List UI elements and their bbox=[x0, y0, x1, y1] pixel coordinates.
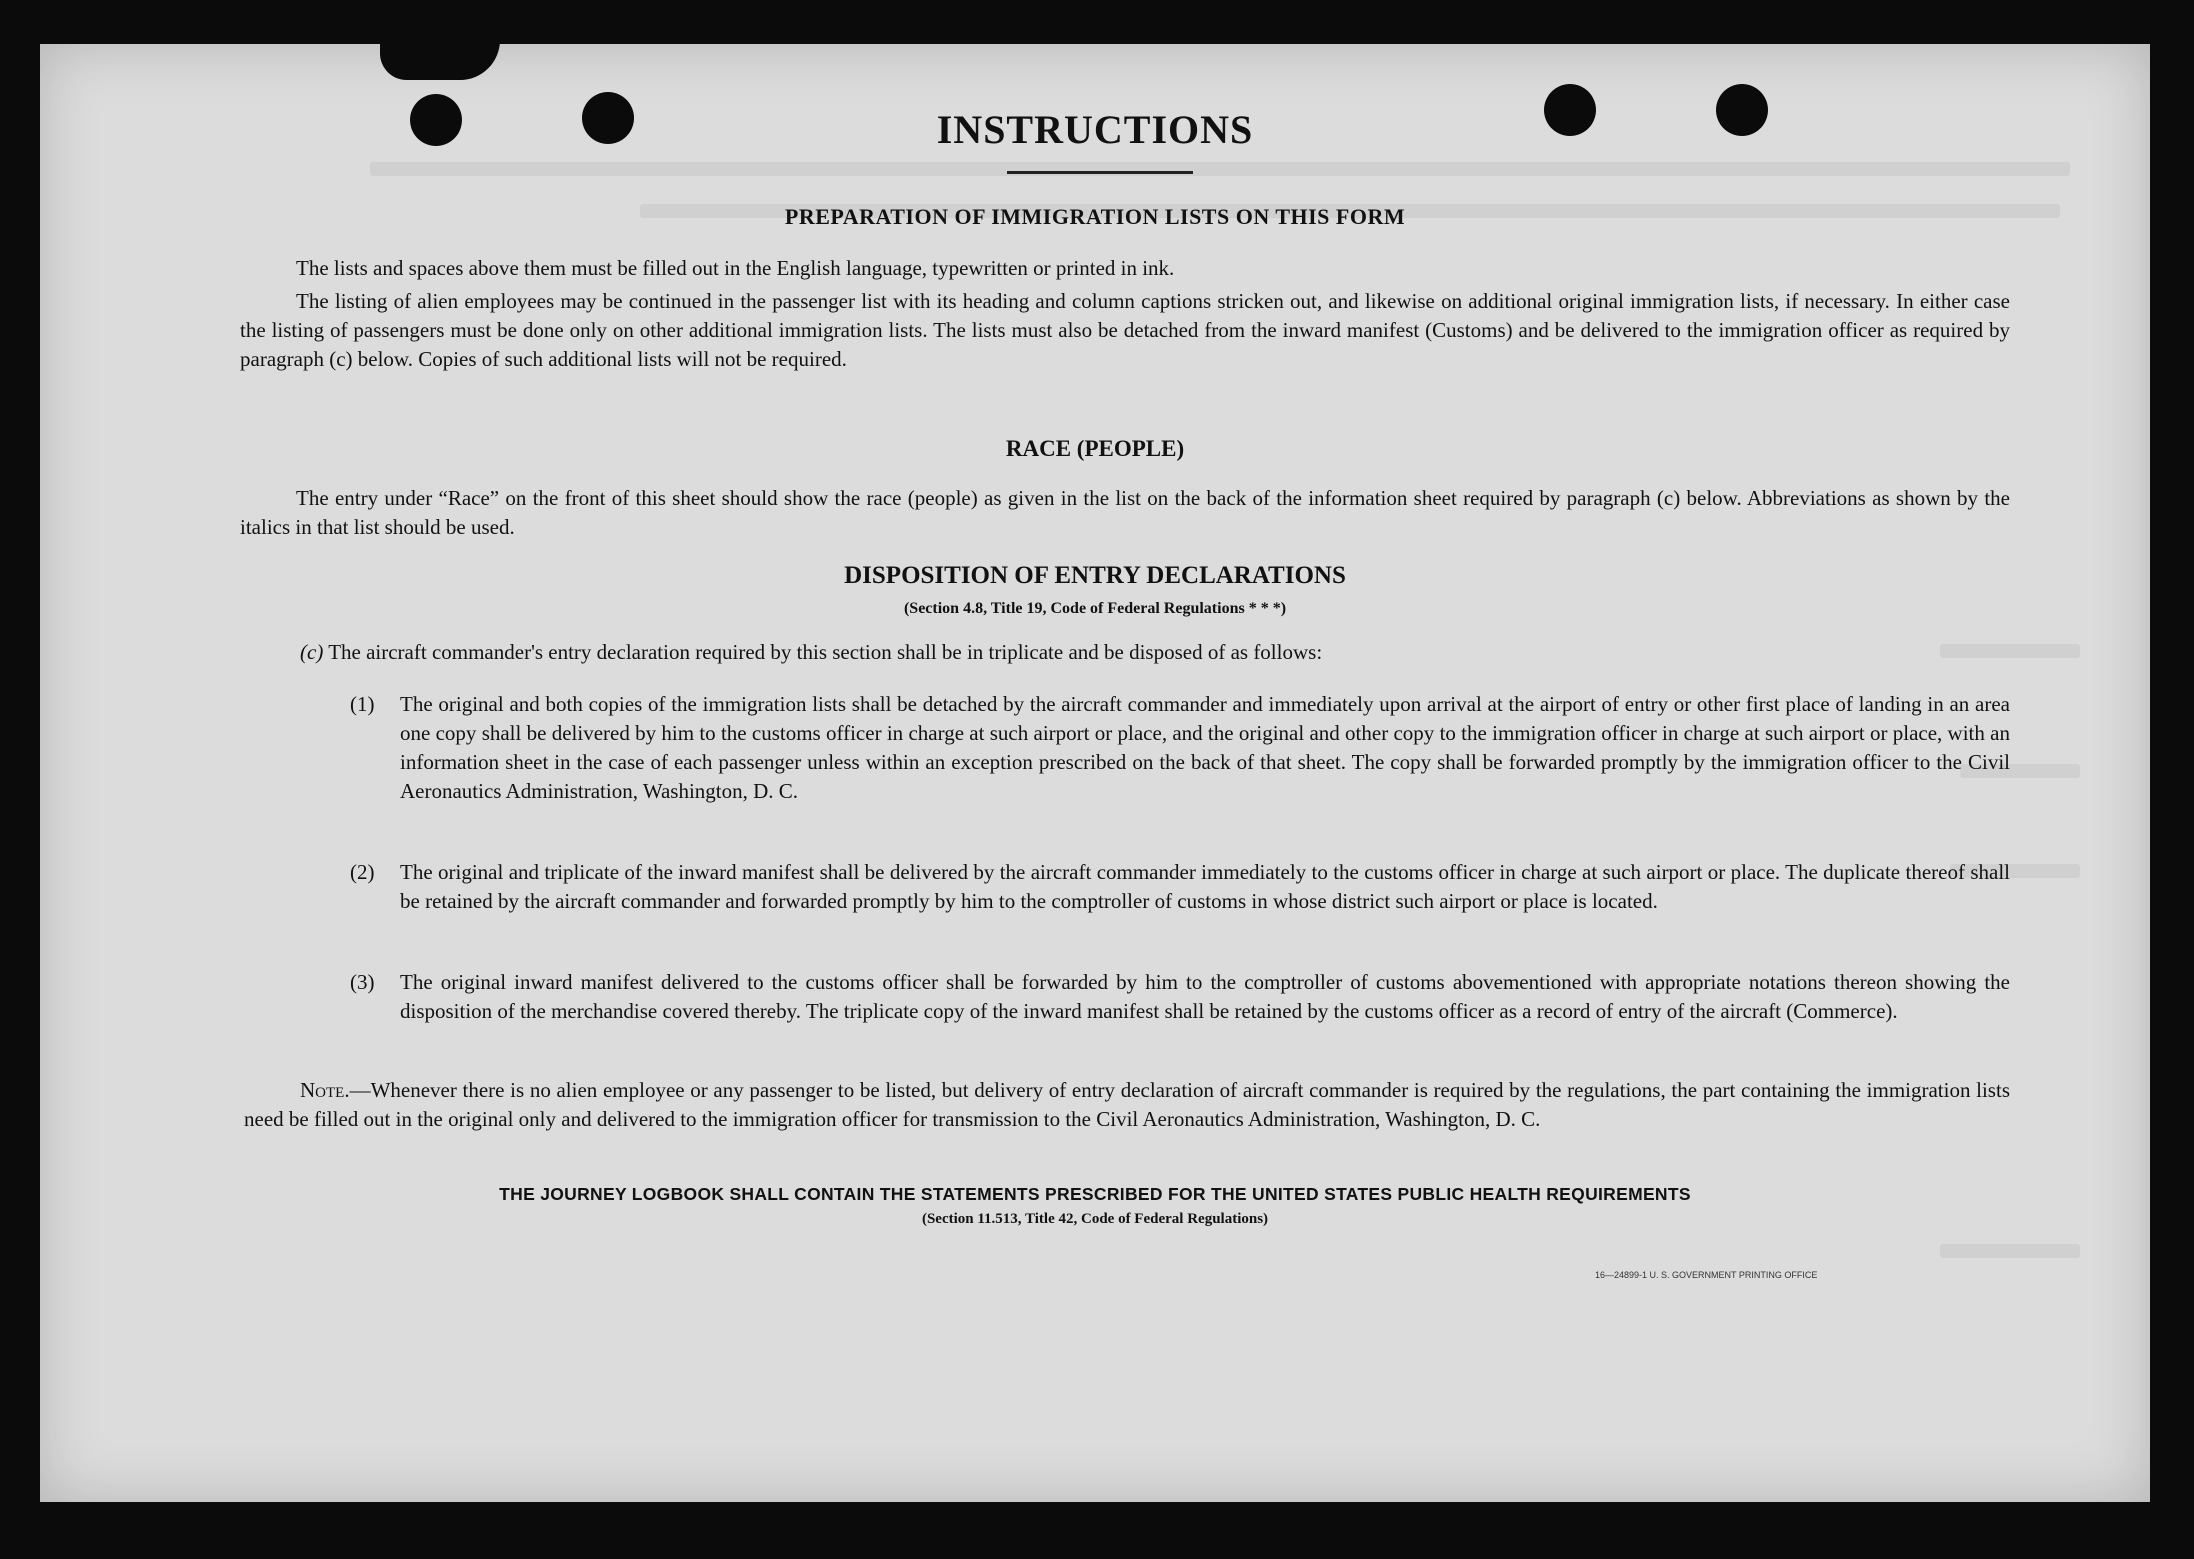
note-text: —Whenever there is no alien employee or any passenger to be listed, but delivery of entry declaration of aircraft commander is required by the regulations, the part containing the immigration lists need be filled out in the original only and delivered to the immigration officer for transmission to the Civil Aeronautics Administration, Washington, D. C. bbox=[244, 1078, 2010, 1131]
note-paragraph bbox=[244, 1076, 2010, 1134]
list-item-number: (3) bbox=[350, 970, 375, 994]
paragraph-alien-employees: The listing of alien employees may be continued in the passenger list with its heading and column captions stricken out, and likewise on additional original immigration lists, if necessary. In either case the listing of passengers must be done only on other additional immigration lists. The lists must also be detached from the inward manifest (Customs) and be delivered to the immigration officer as required by paragraph (c) below. Copies of such additional lists will not be required. bbox=[240, 289, 2010, 371]
title-rule bbox=[1007, 171, 1193, 174]
list-item-number: (2) bbox=[350, 860, 375, 884]
paper-tear bbox=[380, 40, 500, 80]
footer-health-requirements: THE JOURNEY LOGBOOK SHALL CONTAIN THE STATEMENTS PRESCRIBED FOR THE UNITED STATES PUBLIC HEALTH REQUIREMENTS bbox=[499, 1184, 1691, 1204]
page-title: INSTRUCTIONS bbox=[936, 107, 1254, 152]
section-heading-race: RACE (PEOPLE) bbox=[1005, 436, 1185, 461]
paragraph-race: The entry under “Race” on the front of this sheet should show the race (people) as given in the list on the back of the information sheet required by paragraph (c) below. Abbreviations as shown by the italics in that list should be used. bbox=[240, 486, 2010, 539]
intro-text: The aircraft commander's entry declaration required by this section shall be in triplicate and be disposed of as follows: bbox=[328, 640, 1323, 664]
list-item-text: The original and triplicate of the inward manifest shall be delivered by the aircraft commander immediately to the customs officer in charge at such airport or place. The duplicate thereof shall be retained by the aircraft commander and forwarded promptly by him to the comptroller of customs in whose district such airport or place is located. bbox=[400, 860, 2010, 913]
list-item bbox=[350, 968, 2010, 1026]
list-item-text: The original inward manifest delivered to the customs officer shall be forwarded by him to the comptroller of customs abovementioned with appropriate notations thereon showing the disposition of the merchandise covered thereby. The triplicate copy of the inward manifest shall be retained by the customs officer as a record of entry of the aircraft (Commerce). bbox=[400, 970, 2010, 1023]
paragraph-language: The lists and spaces above them must be filled out in the English language, typewritten or printed in ink. bbox=[296, 256, 1175, 280]
list-item bbox=[350, 858, 2010, 916]
intro-label: (c) bbox=[300, 640, 324, 664]
note-label: Note. bbox=[300, 1078, 350, 1102]
section-heading-preparation: PREPARATION OF IMMIGRATION LISTS ON THIS FORM bbox=[784, 204, 1406, 229]
footer-citation: (Section 11.513, Title 42, Code of Federal Regulations) bbox=[921, 1211, 1269, 1227]
section-heading-disposition: DISPOSITION OF ENTRY DECLARATIONS bbox=[844, 562, 1346, 589]
paragraph-disposition-intro bbox=[300, 638, 2010, 667]
printing-office-code: 16—24899-1 U. S. GOVERNMENT PRINTING OFFICE bbox=[1595, 1270, 1818, 1280]
document-page bbox=[40, 44, 2150, 1502]
list-item-number: (1) bbox=[350, 692, 375, 716]
list-item bbox=[350, 690, 2010, 806]
section-subheading-citation: (Section 4.8, Title 19, Code of Federal Regulations * * *) bbox=[903, 600, 1287, 617]
list-item-text: The original and both copies of the immigration lists shall be detached by the aircraft commander and immediately upon arrival at the airport of entry or other first place of landing in an area one copy shall be delivered by him to the customs officer in charge at such airport or place, and the original and other copy to the immigration officer in charge at such airport or place, with an information sheet in the case of each passenger unless within an exception prescribed on the back of that sheet. The copy shall be forwarded promptly by the immigration officer to the Civil Aeronautics Administration, Washington, D. C. bbox=[400, 692, 2010, 803]
